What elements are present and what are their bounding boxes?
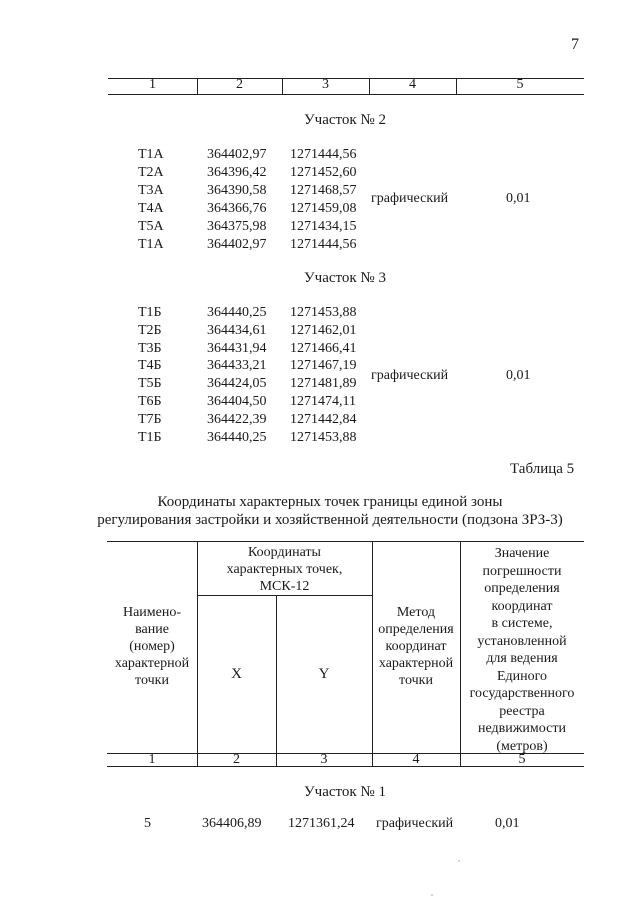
header-accuracy-column: Значение погрешности определения координат в системе, установленной для ведения Единого государственного реестра недвижимости (метров) — [469, 546, 575, 754]
section2-row-5-point-name: Т1А — [138, 237, 164, 252]
section2-row-5-point-y: 1271444,56 — [290, 237, 357, 252]
section2-row-1-point-name: Т2А — [138, 165, 164, 180]
section-1-point-accuracy: 0,01 — [495, 816, 520, 831]
table-col-number-2: 2 — [233, 752, 240, 767]
section2-row-2-point-y: 1271468,57 — [290, 183, 357, 198]
section3-row-6-point-y: 1271442,84 — [290, 411, 357, 427]
section3-row-5-point-y: 1271474,11 — [290, 394, 356, 409]
top-col-5: 5 — [516, 77, 524, 92]
section-2-title: Участок № 2 — [304, 112, 386, 128]
section2-row-2-point-name: Т3А — [138, 183, 164, 198]
section2-row-0-point-name: Т1А — [138, 147, 164, 162]
section3-row-4-point-name: Т5Б — [138, 376, 162, 392]
section3-row-0-point-x: 364440,25 — [207, 305, 267, 320]
table-col-number-3: 3 — [320, 752, 328, 767]
section2-row-4-point-y: 1271434,15 — [290, 219, 357, 234]
top-col-1: 1 — [149, 77, 156, 92]
section2-row-5-point-x: 364402,97 — [207, 237, 267, 252]
section2-row-4-point-x: 364375,98 — [207, 219, 267, 234]
section-2-method: графический — [371, 191, 449, 206]
section3-row-2-point-y: 1271466,41 — [290, 340, 357, 356]
table-title-line2: регулирования застройки и хозяйственной деятельности (подзона ЗРЗ-3) — [97, 512, 563, 528]
table-title-line1: Координаты характерных точек границы единой зоны — [157, 494, 503, 510]
section3-row-7-point-name: Т1Б — [138, 429, 162, 445]
section3-row-4-point-y: 1271481,89 — [290, 376, 357, 392]
table-label: Таблица 5 — [510, 461, 575, 477]
header-y-column: Y — [318, 666, 330, 682]
section2-row-0-point-x: 364402,97 — [207, 147, 267, 162]
scan-speck — [431, 894, 433, 896]
section-3-accuracy: 0,01 — [506, 368, 531, 383]
section-3-title: Участок № 3 — [304, 270, 386, 286]
section2-row-1-point-y: 1271452,60 — [290, 165, 357, 180]
section-3-method: графический — [371, 368, 449, 383]
section2-row-2-point-x: 364390,58 — [207, 183, 267, 198]
scan-speck — [458, 860, 460, 862]
page-number: 7 — [571, 36, 579, 53]
section3-row-0-point-name: Т1Б — [138, 305, 162, 320]
section2-row-3-point-x: 364366,76 — [207, 201, 267, 216]
section2-row-4-point-name: Т5А — [138, 219, 164, 234]
top-col-2: 2 — [236, 77, 243, 92]
section2-row-3-point-y: 1271459,08 — [290, 201, 357, 216]
section3-row-2-point-x: 364431,94 — [207, 340, 267, 356]
section3-row-1-point-x: 364434,61 — [207, 322, 267, 338]
section2-row-1-point-x: 364396,42 — [207, 165, 267, 180]
section3-row-3-point-name: Т4Б — [138, 358, 162, 374]
section-1-point-method: графический — [376, 816, 454, 831]
section3-row-3-point-x: 364433,21 — [207, 358, 267, 374]
section3-row-7-point-y: 1271453,88 — [290, 429, 357, 445]
header-x-column: X — [231, 666, 242, 682]
section3-row-5-point-x: 364404,50 — [207, 394, 267, 409]
section-1-point-x: 364406,89 — [202, 816, 262, 831]
section2-row-3-point-name: Т4А — [138, 201, 164, 216]
table-col-number-4: 4 — [412, 752, 420, 767]
section3-row-1-point-name: Т2Б — [138, 322, 162, 338]
section-2-accuracy: 0,01 — [506, 191, 531, 206]
section2-row-0-point-y: 1271444,56 — [290, 147, 357, 162]
section-1-point-y: 1271361,24 — [288, 816, 355, 831]
section3-row-0-point-y: 1271453,88 — [290, 305, 357, 320]
section3-row-2-point-name: Т3Б — [138, 340, 162, 356]
section3-row-6-point-name: Т7Б — [138, 411, 162, 427]
header-method-column: Метод определения координат характерной точки — [378, 605, 454, 688]
top-col-3: 3 — [322, 77, 329, 92]
top-col-4: 4 — [409, 77, 416, 92]
header-coordinates-group: Координаты характерных точек, МСК-12 — [226, 545, 343, 594]
section3-row-7-point-x: 364440,25 — [207, 429, 267, 445]
section-1-title: Участок № 1 — [304, 784, 386, 800]
section3-row-5-point-name: Т6Б — [138, 394, 162, 409]
table-col-number-5: 5 — [518, 752, 526, 767]
section3-row-1-point-y: 1271462,01 — [290, 322, 357, 338]
section3-row-3-point-y: 1271467,19 — [290, 358, 357, 374]
header-name-column: Наимено- вание (номер) характерной точки — [114, 605, 190, 688]
section-1-point-name: 5 — [144, 816, 151, 831]
table-col-number-1: 1 — [148, 752, 156, 767]
section3-row-4-point-x: 364424,05 — [207, 376, 267, 392]
section3-row-6-point-x: 364422,39 — [207, 411, 267, 427]
